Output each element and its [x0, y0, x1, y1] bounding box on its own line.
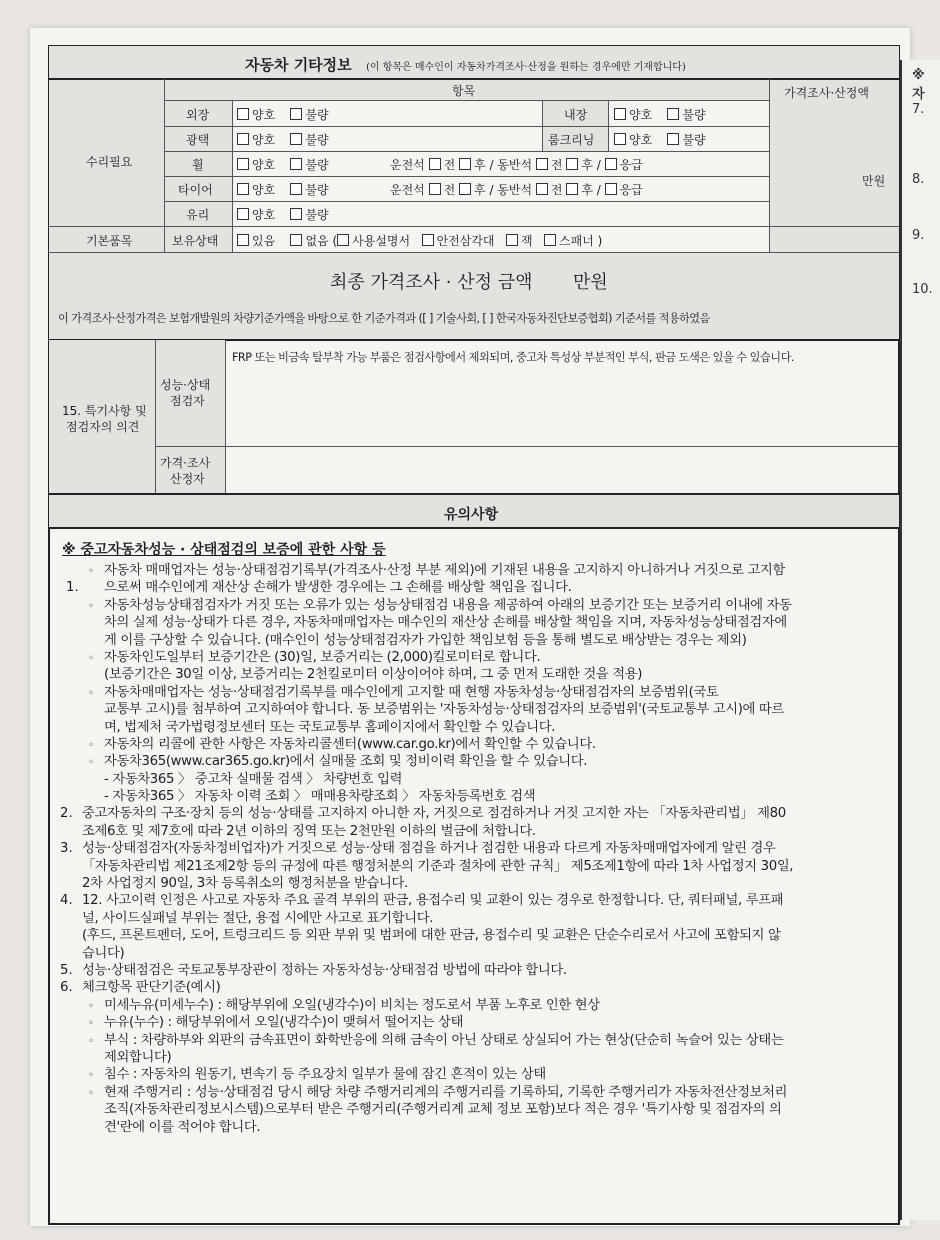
rear-label: 후	[474, 183, 486, 197]
caution-text: 성능·상태점검은 국토교통부장관이 정하는 자동차성능·상태점검 방법에 따라야 합니다.	[82, 962, 567, 978]
checkbox[interactable]	[605, 183, 617, 195]
room-clean-options	[614, 131, 706, 148]
caution-text: 며, 법제처 국가법령정보센터 또는 국토교통부 홈페이지에서 확인할 수 있습니다.	[104, 719, 556, 735]
caution-text: 자동차의 리콜에 관한 사항은 자동차리콜센터(www.car.go.kr)에서 확인할 수 있습니다.	[104, 736, 596, 752]
checkbox[interactable]	[544, 234, 556, 246]
caution-line	[60, 1066, 888, 1083]
other-info-title: 자동차 기타정보	[245, 56, 352, 74]
caution-line	[60, 875, 888, 892]
cautions-title: 유의사항	[444, 507, 499, 523]
caution-text: 차의 실제 성능·상태가 다른 경우, 자동차매매업자는 매수인의 재산상 손해를 배상할 책임을 지며, 자동차성능상태점검자에	[104, 615, 787, 631]
caution-line	[60, 1049, 888, 1066]
caution-text: 조제6호 및 제7호에 따라 2년 이하의 징역 또는 2천만원 이하의 벌금에 처합니다.	[82, 823, 536, 839]
front-label: 전	[443, 183, 456, 197]
row-exterior: 외장	[186, 108, 210, 122]
caution-line	[60, 632, 888, 649]
passenger-seat-label: 동반석	[497, 158, 533, 172]
bullet-icon: ◦	[88, 1018, 94, 1030]
caution-line	[60, 1014, 888, 1031]
emergency-label: 응급	[619, 183, 643, 197]
price-assessor-label-1: 가격·조사	[160, 456, 211, 470]
row-gloss: 광택	[186, 133, 210, 147]
interior-options	[614, 106, 706, 123]
bullet-icon: ◦	[88, 1035, 94, 1047]
row-holding: 보유상태	[172, 234, 219, 248]
bad-label: 불량	[305, 208, 329, 222]
side-number: 8.	[912, 172, 925, 187]
bad-label: 불량	[682, 133, 706, 147]
caution-line	[60, 736, 888, 753]
row-tire: 타이어	[178, 183, 213, 197]
checkbox[interactable]	[614, 108, 626, 120]
checkbox[interactable]	[459, 183, 471, 195]
good-label: 양호	[629, 133, 653, 147]
caution-text: (보증기간은 30일 이상, 보증거리는 2천킬로미터 이상이어야 하며, 그 중 먼저 도래한 것을 적용)	[104, 667, 643, 683]
checkbox[interactable]	[614, 133, 626, 145]
caution-line	[60, 892, 888, 909]
good-label: 양호	[252, 158, 276, 172]
checkbox[interactable]	[290, 183, 302, 195]
caution-line	[60, 649, 888, 666]
caution-line	[60, 962, 888, 979]
frp-note: FRP 또는 비금속 탈부착 가능 부품은 점검사항에서 제외되며, 중고차 특성상 부분적인 부식, 판금 도색은 있을 수 있습니다.	[232, 351, 794, 364]
caution-text: 중고자동차의 구조·장치 등의 성능·상태를 고지하지 아니한 자, 거짓으로 점검하거나 거짓 고지한 자는 「자동차관리법」 제80	[82, 806, 786, 822]
caution-line	[60, 562, 888, 579]
caution-text: 자동차매매업자는 성능·상태점검기록부를 매수인에게 고지할 때 현행 자동차성능·상태점검자의 보증범위(국토	[104, 684, 719, 700]
caution-number: 3.	[60, 841, 73, 857]
checkbox[interactable]	[290, 234, 302, 246]
gloss-options	[237, 131, 329, 148]
caution-text: 체크항목 판단기준(예시)	[82, 980, 221, 996]
cautions-list	[60, 562, 888, 1136]
side-number: 7.	[912, 102, 925, 117]
final-price-title: 최종 가격조사 · 산정 금액	[330, 272, 533, 293]
caution-text: 자동차365(www.car365.go.kr)에서 실매물 조회 및 정비이력 확인을 할 수 있습니다.	[104, 754, 588, 770]
caution-text: 누유(누수) : 해당부위에서 오일(냉각수)이 맺혀서 떨어지는 상태	[104, 1015, 464, 1031]
caution-line	[60, 910, 888, 927]
caution-line	[60, 945, 888, 962]
caution-line	[60, 927, 888, 944]
caution-line	[60, 719, 888, 736]
checkbox[interactable]	[237, 208, 249, 220]
checkbox[interactable]	[290, 133, 302, 145]
caution-text: 교통부 고시)를 첨부하여 고지하여야 합니다. 동 보증범위는 '자동차성능·상태점검자의 보증범위'(국토교통부 고시)에 따르	[104, 702, 784, 718]
caution-text: (후드, 프론트펜더, 도어, 트렁크리드 등 외판 부위 및 범퍼에 대한 판금, 용접수리 및 교환은 단순수리로서 사고에 포함되지 않	[82, 928, 781, 944]
bad-label: 불량	[305, 183, 329, 197]
checkbox[interactable]	[237, 108, 249, 120]
good-label: 양호	[252, 133, 276, 147]
caution-line	[60, 1101, 888, 1118]
caution-text: 자동차인도일부터 보증기간은 (30)일, 보증거리는 (2,000)킬로미터로 합니다.	[104, 649, 541, 665]
caution-text: 침수 : 자동차의 원동기, 변속기 등 주요장치 일부가 물에 잠긴 흔적이 있는 상태	[104, 1067, 546, 1083]
final-price-unit: 만원	[573, 272, 608, 293]
cautions-heading: ※ 중고자동차성능 · 상태점검의 보증에 관한 사항 등	[62, 542, 386, 558]
have-label: 있음	[252, 234, 276, 248]
checkbox[interactable]	[536, 158, 548, 170]
bullet-icon: ◦	[88, 600, 94, 612]
rear-label: 후	[581, 183, 593, 197]
caution-text: 으로써 매수인에게 재산상 손해가 발생한 경우에는 그 손해를 배상할 책임을 집니다.	[104, 580, 572, 596]
front-label: 전	[550, 183, 563, 197]
next-page-marker: ※ 자	[912, 68, 925, 102]
bullet-icon: ◦	[88, 687, 94, 699]
caution-line	[60, 805, 888, 822]
special-label-1: 15. 특기사항 및	[62, 404, 147, 418]
caution-line	[60, 858, 888, 875]
caution-line	[60, 1119, 888, 1136]
good-label: 양호	[252, 183, 276, 197]
tire-options	[237, 181, 329, 198]
caution-text: 조직(자동차관리정보시스템)으로부터 받은 주행거리(주행거리계 교체 정보 포함)보다 적은 경우 '특기사항 및 점검자의 의	[104, 1102, 782, 1118]
jack-label: 잭	[520, 234, 533, 248]
caution-text: 습니다)	[82, 945, 125, 961]
bullet-icon: ◦	[88, 566, 94, 577]
next-page-edge	[900, 60, 940, 1220]
row-glass: 유리	[186, 208, 210, 222]
row-wheel: 휠	[192, 158, 204, 172]
caution-line	[60, 771, 888, 788]
good-label: 양호	[252, 208, 276, 222]
spanner-label: 스패너 )	[559, 234, 603, 248]
checkbox[interactable]	[667, 133, 679, 145]
checkbox[interactable]	[506, 234, 518, 246]
checkbox[interactable]	[566, 183, 578, 195]
caution-line	[60, 997, 888, 1014]
bad-label: 불량	[682, 108, 706, 122]
caution-number: 5.	[60, 962, 73, 978]
caution-number: 1.	[66, 580, 79, 596]
caution-text: 널, 사이드실패널 부위는 절단, 용접 시에만 사고로 표기합니다.	[82, 910, 434, 926]
bullet-icon: ◦	[88, 1070, 94, 1082]
bullet-icon: ◦	[88, 1000, 94, 1012]
good-label: 양호	[252, 108, 276, 122]
caution-line	[60, 614, 888, 631]
other-info-subtitle: (이 항목은 매수인이 자동차가격조사·산정을 원하는 경우에만 기재합니다)	[366, 62, 686, 73]
checkbox[interactable]	[566, 158, 578, 170]
manual-label: 사용설명서	[352, 234, 411, 248]
checkbox[interactable]	[605, 158, 617, 170]
wheel-options	[237, 156, 329, 173]
final-price-note: 이 가격조사·산정가격은 보험개발원의 차량기준가액을 바탕으로 한 기준가격과 ([ ] 기술사회, [ ] 한국자동차진단보증협회) 기준서를 적용하였음	[58, 312, 710, 325]
bullet-icon: ◦	[88, 739, 94, 751]
checkbox[interactable]	[422, 234, 434, 246]
caution-text: 게 이를 구상할 수 있습니다. (매수인이 성능상태점검자가 가입한 책임보험 등을 통해 별도로 배상받는 경우는 제외)	[104, 632, 747, 648]
checkbox[interactable]	[429, 183, 441, 195]
caution-text: 「자동차관리법 제21조제2항 등의 규정에 따른 행정처분의 기준과 절차에 관한 규칙」 제5조제1항에 따라 1차 사업정지 30일,	[82, 858, 794, 874]
col-price-header: 가격조사·산정액	[784, 86, 869, 100]
bullet-icon: ◦	[88, 1087, 94, 1099]
caution-text: 자동차성능상태점검자가 거짓 또는 오류가 있는 성능상태점검 내용을 제공하여 아래의 보증기간 또는 보증거리 이내에 자동	[104, 597, 792, 613]
checkbox[interactable]	[237, 133, 249, 145]
bullet-icon: ◦	[88, 757, 94, 769]
wheel-seat-options: 운전석 전 후 / 동반석 전 후 / 응급	[390, 158, 643, 172]
col-item-header: 항목	[452, 84, 476, 98]
triangle-label: 안전삼각대	[436, 234, 495, 248]
driver-seat-label: 운전석	[390, 183, 425, 197]
bad-label: 불량	[305, 158, 329, 172]
caution-number: 6.	[60, 980, 73, 996]
checkbox[interactable]	[429, 158, 441, 170]
checkbox[interactable]	[290, 208, 302, 220]
front-label: 전	[550, 158, 563, 172]
side-number: 9.	[912, 228, 925, 243]
caution-line	[60, 979, 888, 996]
caution-line	[60, 1032, 888, 1049]
caution-line	[60, 840, 888, 857]
caution-number: 2.	[60, 806, 73, 822]
caution-text: 견'란에 이를 적어야 합니다.	[104, 1119, 261, 1135]
checkbox[interactable]	[237, 183, 249, 195]
row-room-clean: 룸크리닝	[548, 133, 595, 147]
caution-text: 12. 사고이력 인정은 사고로 자동차 주요 골격 부위의 판금, 용접수리 및 교환이 있는 경우로 한정합니다. 단, 쿼터패널, 루프패	[82, 893, 784, 909]
caution-text: 미세누유(미세누수) : 해당부위에 오일(냉각수)이 비치는 정도로서 부품 노후로 인한 현상	[104, 997, 600, 1013]
checkbox[interactable]	[237, 158, 249, 170]
caution-line	[60, 1084, 888, 1101]
checkbox[interactable]	[667, 108, 679, 120]
basic-items-options	[237, 232, 602, 249]
caution-text: - 자동차365 〉 자동차 이력 조회 〉 매매용차량조회 〉 자동차등록번호 검색	[104, 789, 536, 805]
inspector-label-1: 성능·상태	[160, 378, 211, 392]
caution-number: 4.	[60, 893, 73, 909]
caution-line	[60, 684, 888, 701]
bullet-icon: ◦	[88, 652, 94, 664]
exterior-options	[237, 106, 329, 123]
glass-options	[237, 206, 329, 223]
caution-text: 부식 : 차량하부와 외판의 금속표면이 화학반응에 의해 금속이 아닌 상태로 상실되어 가는 현상(단순히 녹슬어 있는 상태는	[104, 1032, 784, 1048]
front-label: 전	[443, 158, 456, 172]
caution-line	[60, 701, 888, 718]
caution-text: 자동차 매매업자는 성능·상태점검기록부(가격조사·산정 부분 제외)에 기재된 내용을 고지하지 아니하거나 거짓으로 고지함	[104, 563, 785, 578]
inspector-label-2: 점검자	[170, 394, 205, 408]
row-interior: 내장	[564, 108, 588, 122]
price-assessor-label-2: 산정자	[170, 472, 205, 486]
caution-line	[60, 788, 888, 805]
checkbox[interactable]	[237, 234, 249, 246]
special-label-2: 점검자의 의견	[66, 420, 140, 434]
caution-text: 성능·상태점검자(자동차정비업자)가 거짓으로 성능·상태 점검을 하거나 점검한 내용과 다르게 자동차매매업자에게 알린 경우	[82, 841, 776, 857]
caution-line	[60, 579, 888, 596]
good-label: 양호	[629, 108, 653, 122]
caution-text: 현재 주행거리 : 성능·상태점검 당시 해당 차량 주행거리계의 주행거리를 기록하되, 기록한 주행거리가 자동차전산정보처리	[104, 1084, 788, 1100]
caution-line	[60, 666, 888, 683]
checkbox[interactable]	[290, 108, 302, 120]
emergency-label: 응급	[619, 158, 643, 172]
checkbox[interactable]	[337, 234, 349, 246]
caution-text: 2차 사업정지 90일, 3차 등록취소의 행정처분을 받습니다.	[82, 876, 408, 892]
bad-label: 불량	[305, 108, 329, 122]
checkbox[interactable]	[290, 158, 302, 170]
driver-seat-label: 운전석	[390, 158, 425, 172]
price-unit: 만원	[862, 174, 886, 188]
rear-label: 후	[474, 158, 486, 172]
bad-label: 불량	[305, 133, 329, 147]
none-label: 없음 (	[305, 234, 338, 248]
basic-items-label: 기본품목	[86, 234, 133, 248]
final-price-bg	[49, 253, 899, 339]
repair-needed-label: 수리필요	[86, 155, 133, 169]
rear-label: 후	[581, 158, 593, 172]
caution-text: 제외합니다)	[104, 1049, 172, 1065]
passenger-seat-label: 동반석	[497, 183, 533, 197]
tire-seat-options: 운전석 전 후 / 동반석 전 후 / 응급	[390, 183, 643, 197]
caution-line	[60, 823, 888, 840]
caution-text: - 자동차365 〉 중고차 실매물 검색 〉 차량번호 입력	[104, 771, 403, 787]
checkbox[interactable]	[536, 183, 548, 195]
side-number: 10.	[912, 282, 933, 297]
caution-line	[60, 753, 888, 770]
checkbox[interactable]	[459, 158, 471, 170]
caution-line	[60, 597, 888, 614]
